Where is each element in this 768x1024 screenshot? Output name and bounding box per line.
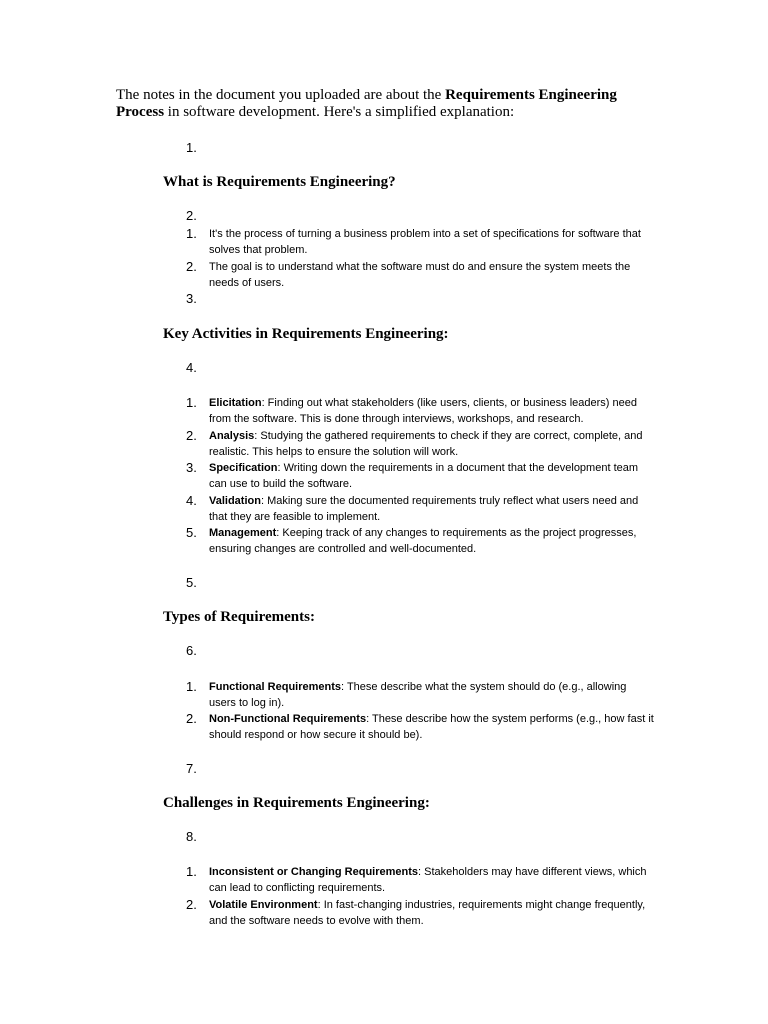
list-marker: 5. xyxy=(186,575,197,590)
list-marker: 7. xyxy=(186,761,197,776)
list-marker: 6. xyxy=(186,643,197,658)
list-item: 5. Management: Keeping track of any changes to requirements as the project progresses, ensuring changes are controlled and well-documented. xyxy=(186,525,637,555)
list-item: 1. It's the process of turning a business problem into a set of specifications for software that solves that problem. xyxy=(186,226,641,256)
list-marker: 3. xyxy=(186,291,197,306)
list-item: 2. Non-Functional Requirements: These describe how the system performs (e.g., how fast it should respond or how secure it should be). xyxy=(186,711,654,741)
list-item: 1. Inconsistent or Changing Requirements: Stakeholders may have different views, which can lead to conflicting requirements. xyxy=(186,864,647,894)
list-item: 3. Specification: Writing down the requirements in a document that the development team can use to build the software. xyxy=(186,460,639,490)
heading-what-is-re: What is Requirements Engineering? xyxy=(163,174,396,190)
intro-paragraph: The notes in the document you uploaded are about the Requirements Engineering Process in software development. Here's a simplified explanation: xyxy=(116,87,617,120)
list-item: 2. The goal is to understand what the software must do and ensure the system meets the needs of users. xyxy=(186,259,631,289)
list-marker: 8. xyxy=(186,829,197,844)
list-item: 4. Validation: Making sure the documented requirements truly reflect what users need and that they are feasible to implement. xyxy=(186,493,639,523)
list-item: 2. Volatile Environment: In fast-changing industries, requirements might change frequently, and the software needs to evolve with them. xyxy=(186,897,646,927)
heading-challenges: Challenges in Requirements Engineering: xyxy=(163,795,430,811)
heading-types: Types of Requirements: xyxy=(163,609,315,625)
list-marker: 4. xyxy=(186,360,197,375)
list-marker: 2. xyxy=(186,208,197,223)
heading-key-activities: Key Activities in Requirements Engineering: xyxy=(163,326,449,342)
list-marker: 1. xyxy=(186,140,197,155)
list-item: 2. Analysis: Studying the gathered requirements to check if they are correct, complete, and realistic. This helps to ensure the solution will work. xyxy=(186,428,643,458)
intro-bold-term: Requirements Engineering Process xyxy=(116,87,617,120)
list-item: 1. Functional Requirements: These describe what the system should do (e.g., allowing users to log in). xyxy=(186,679,627,709)
list-item: 1. Elicitation: Finding out what stakeholders (like users, clients, or business leaders) need from the software. This is done through interviews, workshops, and research. xyxy=(186,395,637,425)
